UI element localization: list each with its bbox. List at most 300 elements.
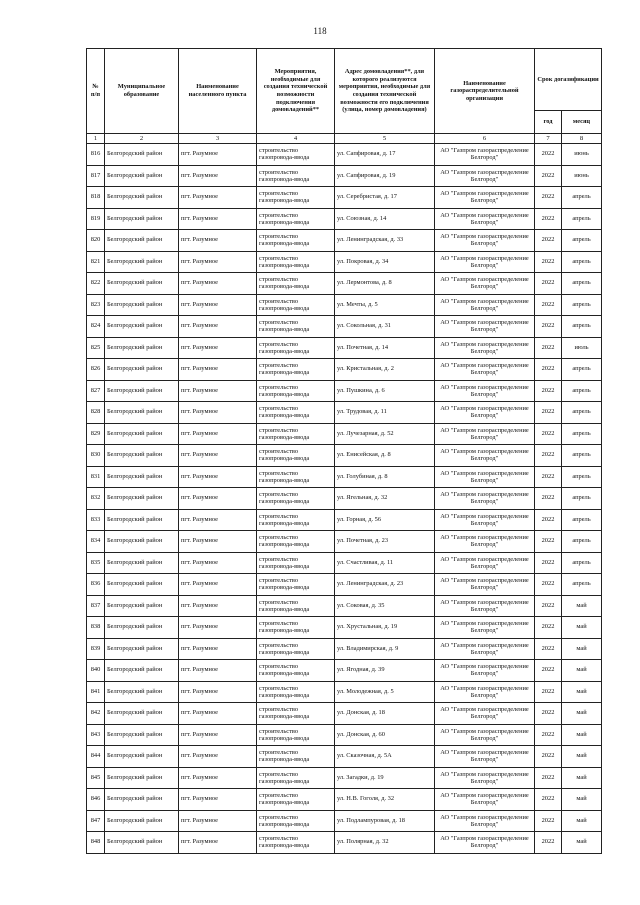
municipality-cell: Белгородский район bbox=[105, 165, 179, 187]
column-index-cell: 2 bbox=[105, 134, 179, 144]
activity-cell: строительство газопровода-ввода bbox=[257, 660, 335, 682]
activity-cell: строительство газопровода-ввода bbox=[257, 681, 335, 703]
year-cell: 2022 bbox=[535, 337, 562, 359]
column-index-cell: 4 bbox=[257, 134, 335, 144]
locality-cell: пгт. Разумное bbox=[179, 488, 257, 510]
organization-cell: АО "Газпром газораспределение Белгород" bbox=[435, 359, 535, 381]
organization-cell: АО "Газпром газораспределение Белгород" bbox=[435, 402, 535, 424]
year-cell: 2022 bbox=[535, 767, 562, 789]
table-row bbox=[87, 531, 602, 553]
activity-cell: строительство газопровода-ввода bbox=[257, 595, 335, 617]
month-cell: июнь bbox=[562, 165, 602, 187]
month-cell: апрель bbox=[562, 294, 602, 316]
month-cell: июль bbox=[562, 337, 602, 359]
table-row bbox=[87, 509, 602, 531]
year-cell: 2022 bbox=[535, 208, 562, 230]
organization-cell: АО "Газпром газораспределение Белгород" bbox=[435, 574, 535, 596]
address-cell: ул. Лермонтова, д. 8 bbox=[335, 273, 435, 295]
locality-cell: пгт. Разумное bbox=[179, 595, 257, 617]
month-cell: май bbox=[562, 767, 602, 789]
address-cell: ул. Серебристая, д. 17 bbox=[335, 187, 435, 209]
organization-cell: АО "Газпром газораспределение Белгород" bbox=[435, 660, 535, 682]
month-cell: апрель bbox=[562, 423, 602, 445]
address-cell: ул. Сказочная, д. 5А bbox=[335, 746, 435, 768]
locality-cell: пгт. Разумное bbox=[179, 660, 257, 682]
municipality-cell: Белгородский район bbox=[105, 617, 179, 639]
table-row bbox=[87, 767, 602, 789]
address-cell: ул. Донская, д. 60 bbox=[335, 724, 435, 746]
row-number: 844 bbox=[87, 746, 105, 768]
activity-cell: строительство газопровода-ввода bbox=[257, 552, 335, 574]
activity-cell: строительство газопровода-ввода bbox=[257, 832, 335, 854]
header-deadline: Срок догазификации bbox=[535, 49, 602, 111]
year-cell: 2022 bbox=[535, 724, 562, 746]
address-cell: ул. Соковая, д. 35 bbox=[335, 595, 435, 617]
address-cell: ул. Владимирская, д. 9 bbox=[335, 638, 435, 660]
address-cell: ул. Ягельная, д. 32 bbox=[335, 488, 435, 510]
municipality-cell: Белгородский район bbox=[105, 552, 179, 574]
month-cell: апрель bbox=[562, 230, 602, 252]
month-cell: май bbox=[562, 746, 602, 768]
activity-cell: строительство газопровода-ввода bbox=[257, 767, 335, 789]
year-cell: 2022 bbox=[535, 165, 562, 187]
address-cell: ул. Почетная, д. 23 bbox=[335, 531, 435, 553]
row-number: 833 bbox=[87, 509, 105, 531]
header-year: год bbox=[535, 111, 562, 134]
municipality-cell: Белгородский район bbox=[105, 574, 179, 596]
address-cell: ул. Счастливая, д. 11 bbox=[335, 552, 435, 574]
locality-cell: пгт. Разумное bbox=[179, 767, 257, 789]
month-cell: июнь bbox=[562, 144, 602, 166]
year-cell: 2022 bbox=[535, 810, 562, 832]
municipality-cell: Белгородский район bbox=[105, 488, 179, 510]
address-cell: ул. Полярная, д. 32 bbox=[335, 832, 435, 854]
table-row bbox=[87, 789, 602, 811]
table-row bbox=[87, 746, 602, 768]
column-index-cell: 7 bbox=[535, 134, 562, 144]
municipality-cell: Белгородский район bbox=[105, 509, 179, 531]
locality-cell: пгт. Разумное bbox=[179, 617, 257, 639]
activity-cell: строительство газопровода-ввода bbox=[257, 337, 335, 359]
address-cell: ул. Мечты, д. 5 bbox=[335, 294, 435, 316]
municipality-cell: Белгородский район bbox=[105, 273, 179, 295]
locality-cell: пгт. Разумное bbox=[179, 294, 257, 316]
year-cell: 2022 bbox=[535, 294, 562, 316]
municipality-cell: Белгородский район bbox=[105, 638, 179, 660]
year-cell: 2022 bbox=[535, 617, 562, 639]
table-row bbox=[87, 273, 602, 295]
address-cell: ул. Ягодная, д. 39 bbox=[335, 660, 435, 682]
table-row bbox=[87, 144, 602, 166]
address-cell: ул. Сокольная, д. 31 bbox=[335, 316, 435, 338]
locality-cell: пгт. Разумное bbox=[179, 509, 257, 531]
organization-cell: АО "Газпром газораспределение Белгород" bbox=[435, 423, 535, 445]
locality-cell: пгт. Разумное bbox=[179, 423, 257, 445]
address-cell: ул. Кристальная, д. 2 bbox=[335, 359, 435, 381]
organization-cell: АО "Газпром газораспределение Белгород" bbox=[435, 144, 535, 166]
organization-cell: АО "Газпром газораспределение Белгород" bbox=[435, 767, 535, 789]
municipality-cell: Белгородский район bbox=[105, 187, 179, 209]
address-cell: ул. Почетная, д. 14 bbox=[335, 337, 435, 359]
year-cell: 2022 bbox=[535, 703, 562, 725]
organization-cell: АО "Газпром газораспределение Белгород" bbox=[435, 617, 535, 639]
locality-cell: пгт. Разумное bbox=[179, 746, 257, 768]
row-number: 839 bbox=[87, 638, 105, 660]
table-body bbox=[87, 144, 602, 854]
month-cell: май bbox=[562, 595, 602, 617]
activity-cell: строительство газопровода-ввода bbox=[257, 380, 335, 402]
municipality-cell: Белгородский район bbox=[105, 251, 179, 273]
month-cell: май bbox=[562, 681, 602, 703]
organization-cell: АО "Газпром газораспределение Белгород" bbox=[435, 466, 535, 488]
address-cell: ул. Ленинградская, д. 23 bbox=[335, 574, 435, 596]
organization-cell: АО "Газпром газораспределение Белгород" bbox=[435, 638, 535, 660]
municipality-cell: Белгородский район bbox=[105, 531, 179, 553]
month-cell: апрель bbox=[562, 380, 602, 402]
header-month: месяц bbox=[562, 111, 602, 134]
address-cell: ул. Горная, д. 56 bbox=[335, 509, 435, 531]
locality-cell: пгт. Разумное bbox=[179, 402, 257, 424]
row-number: 836 bbox=[87, 574, 105, 596]
month-cell: апрель bbox=[562, 359, 602, 381]
locality-cell: пгт. Разумное bbox=[179, 230, 257, 252]
municipality-cell: Белгородский район bbox=[105, 423, 179, 445]
organization-cell: АО "Газпром газораспределение Белгород" bbox=[435, 380, 535, 402]
row-number: 838 bbox=[87, 617, 105, 639]
year-cell: 2022 bbox=[535, 144, 562, 166]
municipality-cell: Белгородский район bbox=[105, 337, 179, 359]
municipality-cell: Белгородский район bbox=[105, 789, 179, 811]
locality-cell: пгт. Разумное bbox=[179, 832, 257, 854]
address-cell: ул. Подлампуровая, д. 18 bbox=[335, 810, 435, 832]
locality-cell: пгт. Разумное bbox=[179, 165, 257, 187]
municipality-cell: Белгородский район bbox=[105, 466, 179, 488]
year-cell: 2022 bbox=[535, 445, 562, 467]
activity-cell: строительство газопровода-ввода bbox=[257, 531, 335, 553]
month-cell: май bbox=[562, 660, 602, 682]
locality-cell: пгт. Разумное bbox=[179, 208, 257, 230]
table-row bbox=[87, 660, 602, 682]
month-cell: апрель bbox=[562, 574, 602, 596]
locality-cell: пгт. Разумное bbox=[179, 380, 257, 402]
organization-cell: АО "Газпром газораспределение Белгород" bbox=[435, 208, 535, 230]
address-cell: ул. Покровая, д. 34 bbox=[335, 251, 435, 273]
address-cell: ул. Сапфировая, д. 17 bbox=[335, 144, 435, 166]
row-number: 828 bbox=[87, 402, 105, 424]
organization-cell: АО "Газпром газораспределение Белгород" bbox=[435, 187, 535, 209]
activity-cell: строительство газопровода-ввода bbox=[257, 251, 335, 273]
address-cell: ул. Союзная, д. 14 bbox=[335, 208, 435, 230]
table-row bbox=[87, 359, 602, 381]
municipality-cell: Белгородский район bbox=[105, 445, 179, 467]
page-number: 118 bbox=[313, 26, 327, 36]
locality-cell: пгт. Разумное bbox=[179, 638, 257, 660]
activity-cell: строительство газопровода-ввода bbox=[257, 144, 335, 166]
activity-cell: строительство газопровода-ввода bbox=[257, 208, 335, 230]
table-row bbox=[87, 638, 602, 660]
locality-cell: пгт. Разумное bbox=[179, 531, 257, 553]
activity-cell: строительство газопровода-ввода bbox=[257, 724, 335, 746]
year-cell: 2022 bbox=[535, 681, 562, 703]
year-cell: 2022 bbox=[535, 230, 562, 252]
municipality-cell: Белгородский район bbox=[105, 402, 179, 424]
year-cell: 2022 bbox=[535, 423, 562, 445]
month-cell: май bbox=[562, 724, 602, 746]
municipality-cell: Белгородский район bbox=[105, 359, 179, 381]
address-cell: ул. Сапфировая, д. 19 bbox=[335, 165, 435, 187]
table-row bbox=[87, 251, 602, 273]
month-cell: апрель bbox=[562, 509, 602, 531]
table-row bbox=[87, 617, 602, 639]
row-number: 848 bbox=[87, 832, 105, 854]
municipality-cell: Белгородский район bbox=[105, 767, 179, 789]
address-cell: ул. Пушкина, д. 6 bbox=[335, 380, 435, 402]
organization-cell: АО "Газпром газораспределение Белгород" bbox=[435, 832, 535, 854]
year-cell: 2022 bbox=[535, 251, 562, 273]
locality-cell: пгт. Разумное bbox=[179, 681, 257, 703]
row-number: 841 bbox=[87, 681, 105, 703]
organization-cell: АО "Газпром газораспределение Белгород" bbox=[435, 445, 535, 467]
locality-cell: пгт. Разумное bbox=[179, 273, 257, 295]
organization-cell: АО "Газпром газораспределение Белгород" bbox=[435, 789, 535, 811]
year-cell: 2022 bbox=[535, 273, 562, 295]
organization-cell: АО "Газпром газораспределение Белгород" bbox=[435, 488, 535, 510]
table-row bbox=[87, 681, 602, 703]
locality-cell: пгт. Разумное bbox=[179, 552, 257, 574]
year-cell: 2022 bbox=[535, 359, 562, 381]
table-row bbox=[87, 488, 602, 510]
header-num: № п/п bbox=[87, 49, 105, 134]
year-cell: 2022 bbox=[535, 638, 562, 660]
organization-cell: АО "Газпром газораспределение Белгород" bbox=[435, 316, 535, 338]
row-number: 847 bbox=[87, 810, 105, 832]
address-cell: ул. Хрустальная, д. 19 bbox=[335, 617, 435, 639]
activity-cell: строительство газопровода-ввода bbox=[257, 746, 335, 768]
locality-cell: пгт. Разумное bbox=[179, 810, 257, 832]
month-cell: май bbox=[562, 789, 602, 811]
month-cell: апрель bbox=[562, 402, 602, 424]
row-number: 817 bbox=[87, 165, 105, 187]
municipality-cell: Белгородский район bbox=[105, 316, 179, 338]
locality-cell: пгт. Разумное bbox=[179, 789, 257, 811]
address-cell: ул. Молодежная, д. 5 bbox=[335, 681, 435, 703]
row-number: 826 bbox=[87, 359, 105, 381]
year-cell: 2022 bbox=[535, 574, 562, 596]
month-cell: май bbox=[562, 832, 602, 854]
municipality-cell: Белгородский район bbox=[105, 230, 179, 252]
month-cell: апрель bbox=[562, 531, 602, 553]
header-locality: Наименование населенного пункта bbox=[179, 49, 257, 134]
activity-cell: строительство газопровода-ввода bbox=[257, 423, 335, 445]
table-row bbox=[87, 380, 602, 402]
organization-cell: АО "Газпром газораспределение Белгород" bbox=[435, 724, 535, 746]
activity-cell: строительство газопровода-ввода bbox=[257, 359, 335, 381]
organization-cell: АО "Газпром газораспределение Белгород" bbox=[435, 681, 535, 703]
header-address: Адрес домовладения**, для которого реализуются мероприятия, необходимые для создания технической возможности его подключения (улица, номер домовладения) bbox=[335, 49, 435, 134]
table-row bbox=[87, 832, 602, 854]
locality-cell: пгт. Разумное bbox=[179, 316, 257, 338]
organization-cell: АО "Газпром газораспределение Белгород" bbox=[435, 531, 535, 553]
year-cell: 2022 bbox=[535, 660, 562, 682]
year-cell: 2022 bbox=[535, 531, 562, 553]
activity-cell: строительство газопровода-ввода bbox=[257, 703, 335, 725]
year-cell: 2022 bbox=[535, 789, 562, 811]
table-row bbox=[87, 187, 602, 209]
month-cell: апрель bbox=[562, 273, 602, 295]
locality-cell: пгт. Разумное bbox=[179, 724, 257, 746]
month-cell: апрель bbox=[562, 466, 602, 488]
address-cell: ул. Голубиная, д. 8 bbox=[335, 466, 435, 488]
table-row bbox=[87, 294, 602, 316]
year-cell: 2022 bbox=[535, 316, 562, 338]
organization-cell: АО "Газпром газораспределение Белгород" bbox=[435, 509, 535, 531]
organization-cell: АО "Газпром газораспределение Белгород" bbox=[435, 230, 535, 252]
address-cell: ул. Ленинградская, д. 33 bbox=[335, 230, 435, 252]
organization-cell: АО "Газпром газораспределение Белгород" bbox=[435, 337, 535, 359]
row-number: 824 bbox=[87, 316, 105, 338]
table-row bbox=[87, 574, 602, 596]
activity-cell: строительство газопровода-ввода bbox=[257, 488, 335, 510]
row-number: 840 bbox=[87, 660, 105, 682]
year-cell: 2022 bbox=[535, 380, 562, 402]
organization-cell: АО "Газпром газораспределение Белгород" bbox=[435, 552, 535, 574]
column-index-cell: 3 bbox=[179, 134, 257, 144]
locality-cell: пгт. Разумное bbox=[179, 445, 257, 467]
table-row bbox=[87, 230, 602, 252]
address-cell: ул. Н.В. Гоголя, д. 32 bbox=[335, 789, 435, 811]
row-number: 820 bbox=[87, 230, 105, 252]
address-cell: ул. Донская, д. 18 bbox=[335, 703, 435, 725]
gasification-table bbox=[86, 48, 602, 854]
organization-cell: АО "Газпром газораспределение Белгород" bbox=[435, 703, 535, 725]
table-row bbox=[87, 402, 602, 424]
activity-cell: строительство газопровода-ввода bbox=[257, 165, 335, 187]
row-number: 816 bbox=[87, 144, 105, 166]
activity-cell: строительство газопровода-ввода bbox=[257, 638, 335, 660]
activity-cell: строительство газопровода-ввода bbox=[257, 294, 335, 316]
activity-cell: строительство газопровода-ввода bbox=[257, 466, 335, 488]
row-number: 843 bbox=[87, 724, 105, 746]
activity-cell: строительство газопровода-ввода bbox=[257, 316, 335, 338]
activity-cell: строительство газопровода-ввода bbox=[257, 187, 335, 209]
header-municipality: Муниципальное образование bbox=[105, 49, 179, 134]
municipality-cell: Белгородский район bbox=[105, 208, 179, 230]
row-number: 835 bbox=[87, 552, 105, 574]
row-number: 832 bbox=[87, 488, 105, 510]
year-cell: 2022 bbox=[535, 552, 562, 574]
column-index-cell: 6 bbox=[435, 134, 535, 144]
row-number: 831 bbox=[87, 466, 105, 488]
table-row bbox=[87, 208, 602, 230]
locality-cell: пгт. Разумное bbox=[179, 466, 257, 488]
address-cell: ул. Трудовая, д. 11 bbox=[335, 402, 435, 424]
activity-cell: строительство газопровода-ввода bbox=[257, 574, 335, 596]
column-index-cell: 5 bbox=[335, 134, 435, 144]
table-row bbox=[87, 703, 602, 725]
municipality-cell: Белгородский район bbox=[105, 144, 179, 166]
activity-cell: строительство газопровода-ввода bbox=[257, 617, 335, 639]
table-row bbox=[87, 423, 602, 445]
municipality-cell: Белгородский район bbox=[105, 746, 179, 768]
row-number: 818 bbox=[87, 187, 105, 209]
column-index-cell: 8 bbox=[562, 134, 602, 144]
column-index-row bbox=[87, 134, 602, 144]
table-row bbox=[87, 595, 602, 617]
locality-cell: пгт. Разумное bbox=[179, 574, 257, 596]
municipality-cell: Белгородский район bbox=[105, 810, 179, 832]
table-row bbox=[87, 337, 602, 359]
activity-cell: строительство газопровода-ввода bbox=[257, 230, 335, 252]
column-index-cell: 1 bbox=[87, 134, 105, 144]
table-row bbox=[87, 724, 602, 746]
locality-cell: пгт. Разумное bbox=[179, 187, 257, 209]
month-cell: апрель bbox=[562, 187, 602, 209]
address-cell: ул. Енисейская, д. 8 bbox=[335, 445, 435, 467]
table-row bbox=[87, 165, 602, 187]
activity-cell: строительство газопровода-ввода bbox=[257, 509, 335, 531]
year-cell: 2022 bbox=[535, 832, 562, 854]
month-cell: май bbox=[562, 703, 602, 725]
table-row bbox=[87, 552, 602, 574]
activity-cell: строительство газопровода-ввода bbox=[257, 402, 335, 424]
row-number: 825 bbox=[87, 337, 105, 359]
row-number: 846 bbox=[87, 789, 105, 811]
municipality-cell: Белгородский район bbox=[105, 724, 179, 746]
municipality-cell: Белгородский район bbox=[105, 660, 179, 682]
table-row bbox=[87, 445, 602, 467]
municipality-cell: Белгородский район bbox=[105, 703, 179, 725]
row-number: 822 bbox=[87, 273, 105, 295]
row-number: 821 bbox=[87, 251, 105, 273]
row-number: 819 bbox=[87, 208, 105, 230]
municipality-cell: Белгородский район bbox=[105, 681, 179, 703]
year-cell: 2022 bbox=[535, 746, 562, 768]
header-organization: Наименование газораспределительной организации bbox=[435, 49, 535, 134]
year-cell: 2022 bbox=[535, 187, 562, 209]
organization-cell: АО "Газпром газораспределение Белгород" bbox=[435, 810, 535, 832]
row-number: 829 bbox=[87, 423, 105, 445]
municipality-cell: Белгородский район bbox=[105, 595, 179, 617]
month-cell: май bbox=[562, 617, 602, 639]
month-cell: май bbox=[562, 810, 602, 832]
locality-cell: пгт. Разумное bbox=[179, 144, 257, 166]
year-cell: 2022 bbox=[535, 488, 562, 510]
municipality-cell: Белгородский район bbox=[105, 380, 179, 402]
month-cell: апрель bbox=[562, 316, 602, 338]
year-cell: 2022 bbox=[535, 402, 562, 424]
locality-cell: пгт. Разумное bbox=[179, 337, 257, 359]
month-cell: апрель bbox=[562, 552, 602, 574]
row-number: 827 bbox=[87, 380, 105, 402]
table-header bbox=[87, 49, 602, 144]
row-number: 845 bbox=[87, 767, 105, 789]
organization-cell: АО "Газпром газораспределение Белгород" bbox=[435, 273, 535, 295]
row-number: 834 bbox=[87, 531, 105, 553]
year-cell: 2022 bbox=[535, 466, 562, 488]
locality-cell: пгт. Разумное bbox=[179, 703, 257, 725]
table-row bbox=[87, 316, 602, 338]
header-activity: Мероприятия, необходимые для создания технической возможности подключения домовладений** bbox=[257, 49, 335, 134]
organization-cell: АО "Газпром газораспределение Белгород" bbox=[435, 595, 535, 617]
municipality-cell: Белгородский район bbox=[105, 832, 179, 854]
row-number: 823 bbox=[87, 294, 105, 316]
organization-cell: АО "Газпром газораспределение Белгород" bbox=[435, 746, 535, 768]
row-number: 837 bbox=[87, 595, 105, 617]
activity-cell: строительство газопровода-ввода bbox=[257, 810, 335, 832]
organization-cell: АО "Газпром газораспределение Белгород" bbox=[435, 251, 535, 273]
row-number: 842 bbox=[87, 703, 105, 725]
month-cell: апрель bbox=[562, 251, 602, 273]
